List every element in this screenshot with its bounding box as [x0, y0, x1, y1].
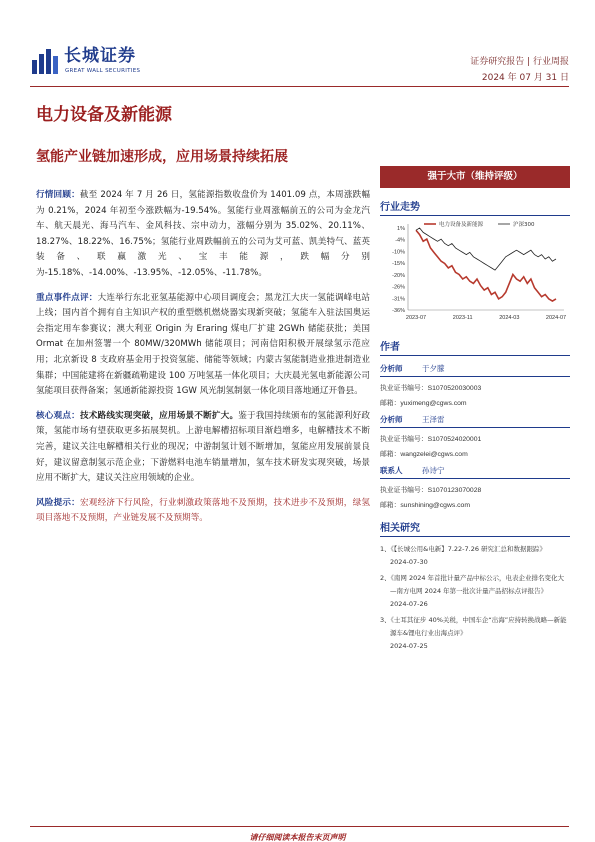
author-cert [380, 433, 570, 443]
author-name: 于夕朦 [422, 364, 445, 373]
logo-mark-icon [30, 46, 60, 76]
trend-chart [380, 218, 570, 328]
y-tick-label: -4% [395, 237, 405, 244]
key-events-lead: 重点事件点评： [36, 292, 98, 303]
risk-lead: 风险提示： [36, 497, 80, 508]
author-role: 分析师 [380, 415, 403, 424]
author-email [380, 397, 570, 407]
key-events-text: 大连举行东北亚氢基能源中心项目调度会；黑龙江大庆一氢能调峰电站上线；国内首个拥有自主知识产权的重型燃机燃烧器实现新突破；氢能车入驻法国奥运会指定用车参赛议；澳大利亚 Origin 为 Eraring 煤电厂扩建 2GWh 储能获批；美国 Ormat 在加州签署一个 80MW/320MWh 储能项目；河南信阳积极开展绿氢示范应用；北京新设 8 支政府基金用于投资氢能、储能等领域；内蒙古氢能制造业推进制造业集群；中国能建将在新疆疏勒建设 100 万吨氢基一体化项目；大庆晨光氢电新能源公司氢能项目获得备案；氢通新能源投资 1GW 风光制氢制氨一体化项目落地通辽开鲁县。 [36, 292, 370, 397]
legend-label: 沪深300 [513, 222, 535, 228]
related-item-date: 2024-07-25 [390, 642, 428, 650]
cert-label: 执业证书编号： [380, 486, 428, 494]
trend-chart-svg [380, 218, 570, 328]
sidebar [380, 166, 570, 656]
email-label: 邮箱： [380, 501, 401, 509]
cert-number: S1070524020001 [427, 436, 482, 443]
header-meta [470, 54, 569, 86]
email-label: 邮箱： [380, 399, 401, 407]
related-section-title: 相关研究 [380, 519, 570, 537]
logo-chinese-text: 长城证券 [64, 46, 136, 66]
author-header [380, 360, 570, 377]
report-date: 2024 年 07 月 31 日 [481, 73, 569, 83]
y-tick-label: -15% [392, 261, 405, 268]
author-email [380, 448, 570, 458]
related-item-date: 2024-07-30 [390, 558, 428, 566]
author-list [380, 360, 570, 509]
core-view-strong: 技术路线实现突破，应用场景不断扩大。 [79, 410, 239, 421]
related-research-list [380, 543, 570, 653]
trend-section-title: 行业走势 [380, 198, 570, 216]
report-headline: 氢能产业链加速形成，应用场景持续拓展 [36, 149, 288, 165]
cert-number: S1070520030003 [427, 385, 482, 392]
x-tick-label: 2023-11 [452, 315, 473, 321]
author-role: 分析师 [380, 364, 403, 373]
series-line [416, 228, 556, 270]
key-events-paragraph [36, 291, 370, 400]
y-tick-label: -31% [392, 296, 405, 303]
x-tick-label: 2023-07 [405, 315, 427, 321]
y-tick-label: 1% [397, 226, 405, 232]
footer-divider [30, 826, 569, 827]
author-block [380, 360, 570, 407]
header-divider [30, 86, 569, 87]
risk-text: 宏观经济下行风险，行业刺激政策落地不及预期，技术进步不及预期，绿氢项目落地不及预期，产业链发展不及预期等。 [36, 497, 370, 524]
y-tick-label: -10% [392, 249, 405, 256]
core-view-text: 鉴于我国持续颁布的氢能源利好政策，氢能市场有望获取更多拓展契机。上游电解槽招标项目渐趋增多，电解槽技术不断完善，建议关注电解槽相关行业的现况；中游制氢计划不断增加，氢能应用发展前景良好，建议留意制氢示范企业；下游燃料电池车销量增加，氢车技术研发实现突破，场景应用不断扩大，建议关注应用领域的企业。 [36, 410, 370, 484]
related-item-date: 2024-07-26 [390, 600, 428, 608]
y-tick-label: -36% [392, 308, 405, 314]
author-cert [380, 382, 570, 392]
cert-label: 执业证书编号： [380, 384, 428, 392]
y-tick-label: -20% [392, 272, 405, 279]
logo-english-text: GREAT WALL SECURITIES [65, 68, 141, 74]
related-item[interactable] [380, 572, 570, 611]
author-cert [380, 484, 570, 494]
market-review-lead: 行情回顾： [36, 190, 80, 200]
market-review-text: 截至 2024 年 7 月 26 日，氢能源指数收盘价为 1401.09 点，本周涨跌幅为 0.21%，2024 年初至今涨跌幅为-19.54%。氢能行业周涨幅前五的公司为金龙汽车、航天晨光、海马汽车、金风科技、宗申动力，涨幅分别为 35.02%、20.11%、18.27%、18.22%、16.75%；氢能行业周跌幅前五的公司为艾可蓝、凯美特气、蓝英装备、联赢激光、宝丰能源，跌幅分别为-15.18%、-14.00%、-13.95%、-12.05%、-11.78%。 [36, 190, 370, 278]
author-header [380, 462, 570, 479]
related-item-title: 3、《士耳其征步 40%关税，中国车企“出海”应持转换战略—新能源车&锂电行业出海点评》 [380, 616, 567, 637]
legend-label: 电力设备及新能源 [439, 222, 484, 228]
author-email [380, 499, 570, 509]
related-item[interactable] [380, 543, 570, 569]
risk-paragraph [36, 496, 370, 527]
author-section-title: 作者 [380, 338, 570, 356]
author-role: 联系人 [380, 466, 403, 475]
related-item-title: 2、《南网 2024 年首批计量产品中标公示，电表企业排名变化大—南方电网 2024 年第一批次计量产品招标点评报告》 [380, 574, 565, 595]
summary-column [36, 188, 370, 536]
email-link[interactable]: yuximeng@cgws.com [400, 400, 467, 407]
email-link[interactable]: wangzelei@cgws.com [400, 451, 468, 458]
cert-number: S1070123070028 [427, 487, 482, 494]
email-link[interactable]: sunshining@cgws.com [400, 502, 471, 509]
related-item-title: 1、《【长城公用&电新】7.22-7.26 研究汇总和数据跟踪》 [380, 545, 547, 553]
rating-badge: 强于大市（维持评级） [380, 166, 570, 188]
x-tick-label: 2024-03 [499, 315, 520, 321]
report-type: 证券研究报告 | 行业周报 [470, 57, 569, 67]
author-name: 孙诗宁 [422, 466, 445, 475]
market-review-paragraph [36, 188, 370, 282]
y-tick-label: -26% [392, 284, 405, 291]
author-block [380, 462, 570, 509]
author-block [380, 411, 570, 458]
related-item[interactable] [380, 614, 570, 653]
author-name: 王泽雷 [422, 415, 445, 424]
footer-disclaimer: 请仔细阅读本报告末页声明 [249, 833, 346, 842]
industry-title: 电力设备及新能源 [36, 105, 172, 125]
author-header [380, 411, 570, 428]
company-logo [30, 46, 170, 76]
core-view-paragraph [36, 409, 370, 487]
cert-label: 执业证书编号： [380, 435, 428, 443]
core-view-lead: 核心观点： [36, 410, 80, 421]
x-tick-label: 2024-07 [545, 315, 567, 321]
email-label: 邮箱： [380, 450, 401, 458]
